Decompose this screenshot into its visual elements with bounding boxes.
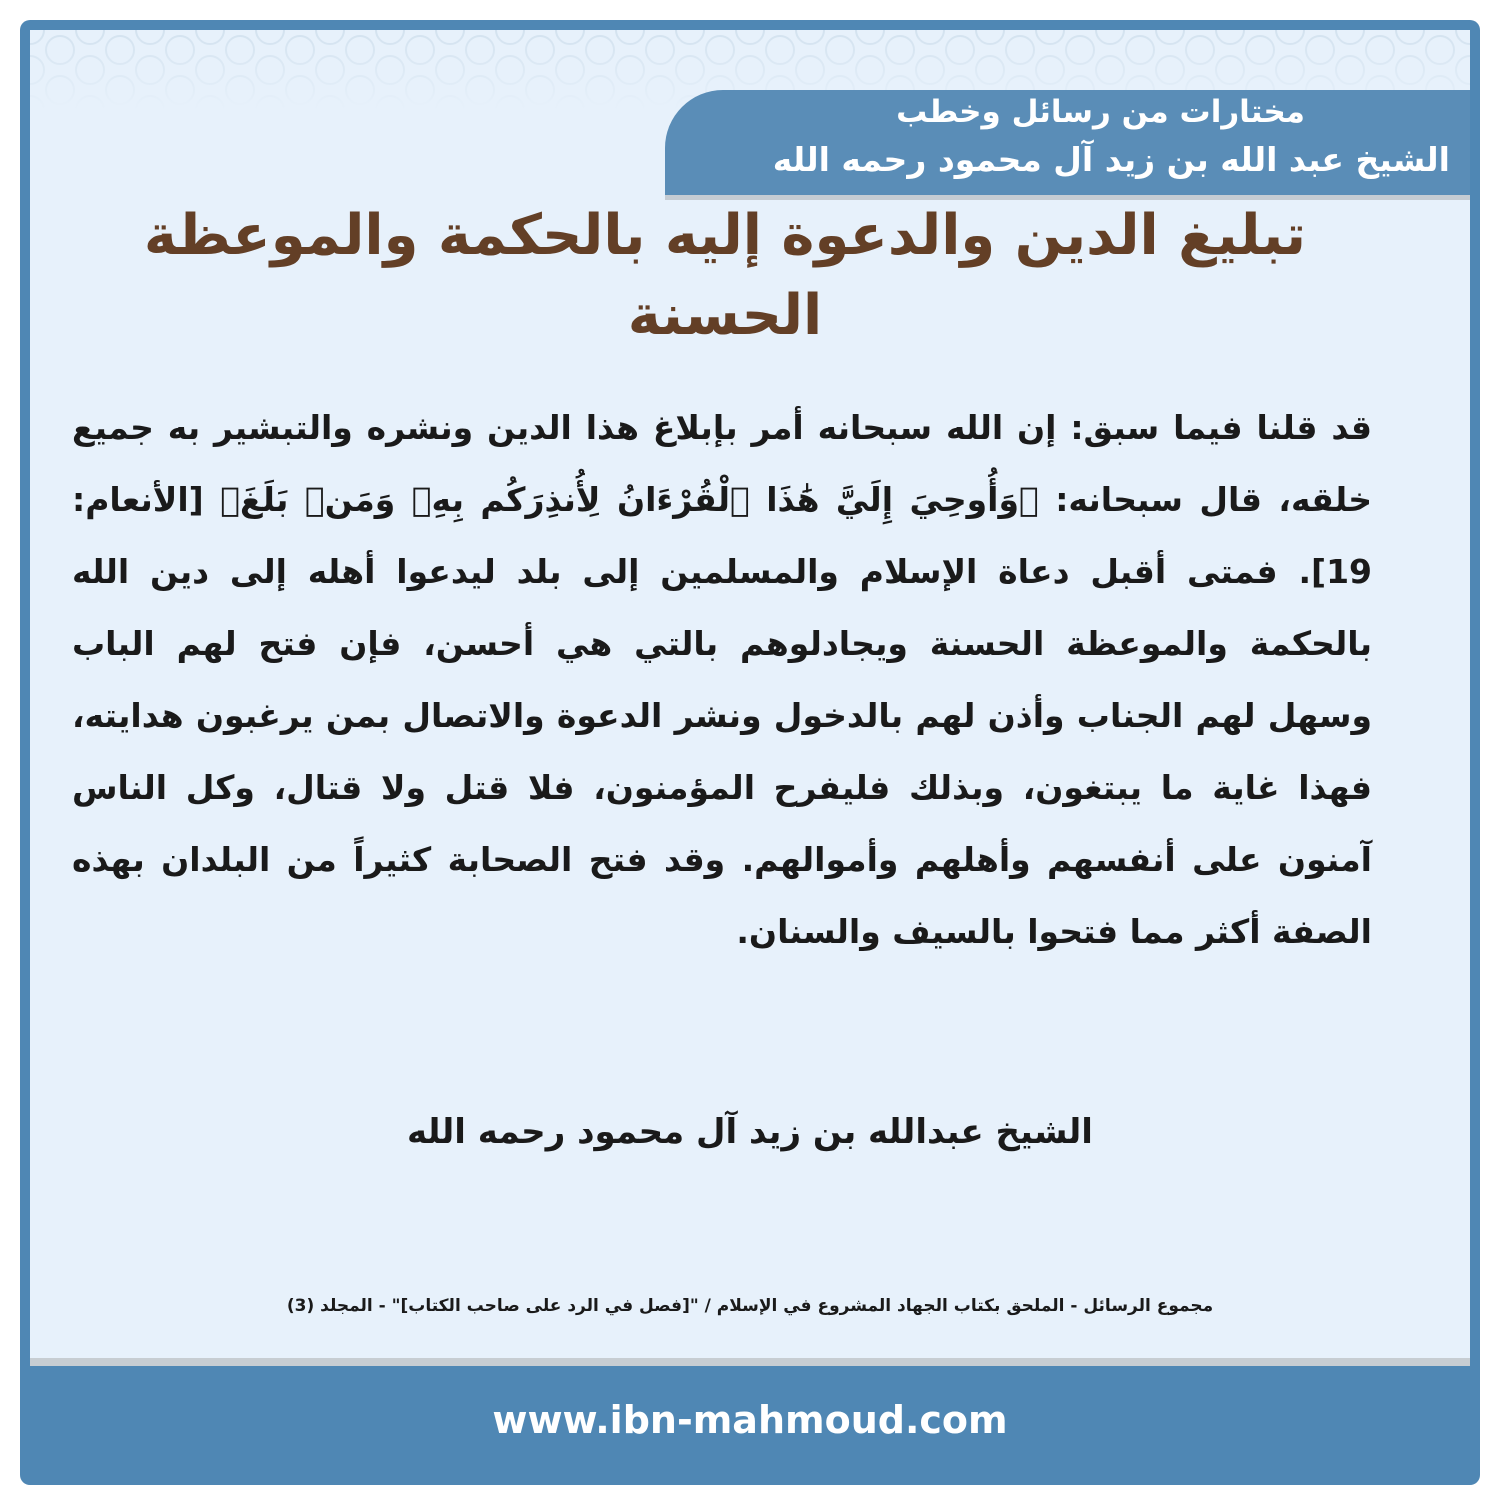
website-link[interactable]: www.ibn-mahmoud.com [492, 1398, 1008, 1442]
footer-divider [30, 1358, 1470, 1366]
article-body: قد قلنا فيما سبق: إن الله سبحانه أمر بإبلاغ هذا الدين ونشره والتبشير به جميع خلقه، قال سبحانه: ﴿وَأُوحِيَ إِلَيَّ هَٰذَا ٱلْقُرْءَانُ لِأُنذِرَكُم بِهِۦ وَمَنۢ بَلَغَ﴾ [الأنعام: 19]. فمتى أقبل دعاة الإسلام والمسلمين إلى بلد ليدعوا أهله إلى دين الله بالحكمة والموعظة الحسنة ويجادلوهم بالتي هي أحسن، فإن فتح لهم الباب وسهل لهم الجناب وأذن لهم بالدخول ونشر الدعوة والاتصال بمن يرغبون هدايته، فهذا غاية ما يبتغون، وبذلك فليفرح المؤمنون، فلا قتل ولا قتال، وكل الناس آمنون على أنفسهم وأهلهم وأموالهم. وقد فتح الصحابة كثيراً من البلدان بهذه الصفة أكثر مما فتحوا بالسيف والسنان. [72, 408, 1372, 951]
article-title: تبليغ الدين والدعوة إليه بالحكمة والموعظة الحسنة [143, 203, 1307, 348]
header-sheikh-name: الشيخ عبد الله بن زيد آل محمود رحمه الله [772, 140, 1450, 179]
source-citation: مجموع الرسائل - الملحق بكتاب الجهاد المشروع في الإسلام / "[فصل في الرد على صاحب الكتاب]" - المجلد (3) [286, 1296, 1214, 1316]
header-banner [665, 90, 1470, 200]
header-series-title: مختارات من رسائل وخطب [896, 94, 1305, 130]
author-signature: الشيخ عبدالله بن زيد آل محمود رحمه الله [407, 1112, 1093, 1152]
